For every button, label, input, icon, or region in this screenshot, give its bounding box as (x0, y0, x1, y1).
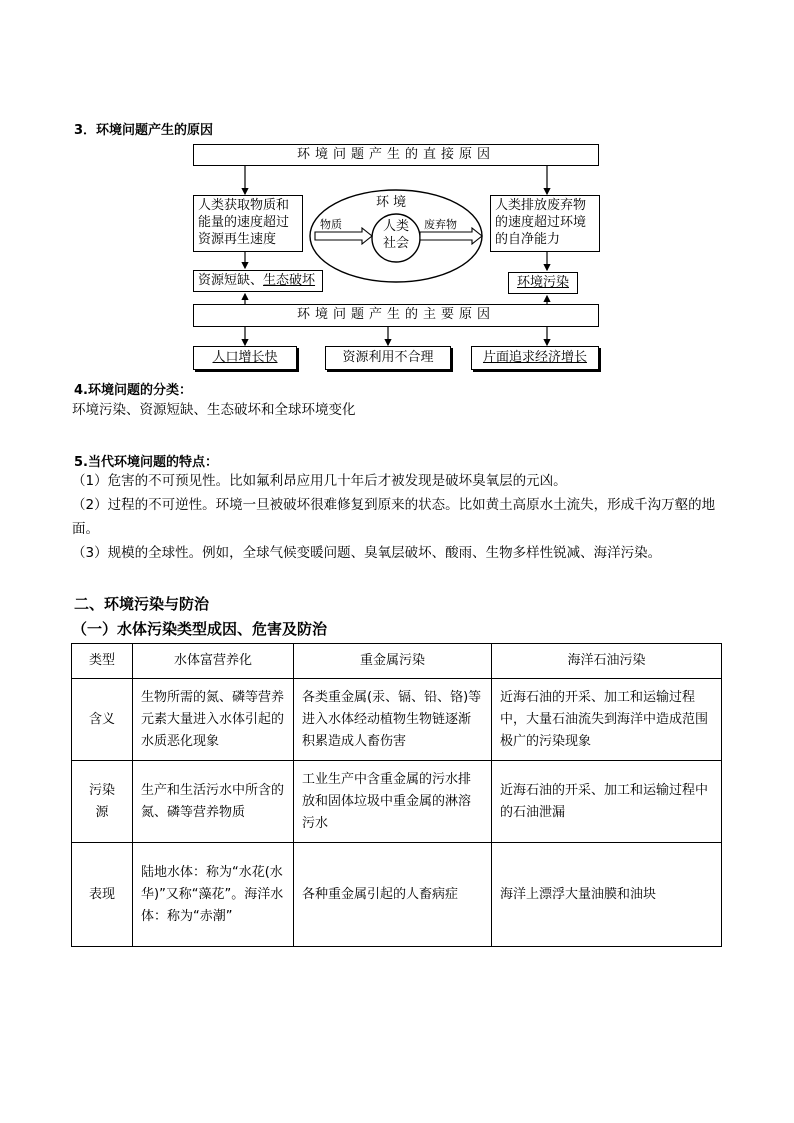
header-type: 类型 (72, 644, 133, 679)
section-3-title: 3．环境问题产生的原因 (74, 123, 214, 138)
right-cause-box: 人类排放废弃物的速度超过环境的自净能力 (490, 195, 600, 252)
header-heavy-metal: 重金属污染 (294, 644, 492, 679)
human-society-label (376, 218, 416, 252)
table-row (72, 843, 722, 947)
left-result-box (193, 270, 323, 292)
right-result-box (508, 272, 578, 294)
env-pollution-text: 环境污染 (516, 275, 569, 290)
table-cell: 生物所需的氮、磷等营养元素大量进入水体引起的水质恶化现象 (133, 679, 294, 761)
feature-item: （2）过程的不可逆性。环境一旦被破坏很难修复到原来的状态。比如黄土高原水土流失，形成千沟万壑的地面。 (72, 497, 716, 537)
table-cell: 生产和生活污水中所含的氮、磷等营养物质 (133, 761, 294, 843)
feature-item: （1）危害的不可预见性。比如氟利昂应用几十年后才被发现是破坏臭氧层的元凶。 (72, 473, 567, 489)
cause-population-box (193, 346, 297, 370)
cause-economy-box (471, 346, 599, 370)
resource-shortage-text: 资源短缺 (198, 273, 251, 288)
result-separator: 、 (250, 273, 264, 288)
table-cell: 近海石油的开采、加工和运输过程中，大量石油流失到海洋中造成范围极广的污染现象 (492, 679, 722, 761)
header-oil: 海洋石油污染 (492, 644, 722, 679)
table-cell: 各种重金属引起的人畜病症 (294, 843, 492, 947)
human-label: 人类 (382, 219, 409, 234)
row-type-cell: 污染源 (72, 761, 133, 843)
table-row (72, 761, 722, 843)
table-header-row (72, 644, 722, 679)
table-cell: 海洋上漂浮大量油膜和油块 (492, 843, 722, 947)
left-cause-box: 人类获取物质和能量的速度超过资源再生速度 (193, 195, 303, 252)
row-type-cell: 含义 (72, 679, 133, 761)
part-2-subtitle: （一）水体污染类型成因、危害及防治 (72, 620, 328, 638)
row-type-cell: 表现 (72, 843, 133, 947)
direct-cause-banner: 环境问题产生的直接原因 (193, 144, 599, 166)
ecological-damage-text: 生态破坏 (263, 273, 316, 288)
table-cell: 近海石油的开采、加工和运输过程中的石油泄漏 (492, 761, 722, 843)
cause-diagram (190, 142, 602, 372)
cause-population-text: 人口增长快 (212, 350, 278, 365)
main-cause-banner: 环境问题产生的主要原因 (193, 304, 599, 327)
matter-label: 物质 (320, 218, 342, 231)
section-5-list (72, 469, 722, 565)
table-cell: 陆地水体：称为“水花(水华)”又称“藻花”。海洋水体：称为“赤潮” (133, 843, 294, 947)
waste-label: 废弃物 (424, 218, 457, 231)
section-4-title: 4.环境问题的分类： (74, 383, 192, 398)
header-eutrophication: 水体富营养化 (133, 644, 294, 679)
water-pollution-table (71, 643, 722, 947)
cause-economy-text: 片面追求经济增长 (482, 350, 587, 365)
cause-resource-box: 资源利用不合理 (325, 346, 451, 370)
part-2-title: 二、环境污染与防治 (74, 595, 210, 613)
table-row (72, 679, 722, 761)
environment-label: 环 境 (376, 195, 407, 210)
table-cell: 工业生产中含重金属的污水排放和固体垃圾中重金属的淋溶污水 (294, 761, 492, 843)
section-5-title: 5.当代环境问题的特点： (74, 455, 218, 470)
diagram-connectors (190, 142, 602, 372)
society-label: 社会 (382, 236, 409, 251)
section-4-text: 环境污染、资源短缺、生态破坏和全球环境变化 (72, 402, 356, 418)
feature-item: （3）规模的全球性。例如，全球气候变暖问题、臭氧层破坏、酸雨、生物多样性锐减、海洋污染。 (72, 545, 662, 561)
table-cell: 各类重金属(汞、镉、铅、铬)等进入水体经动植物生物链逐渐积累造成人畜伤害 (294, 679, 492, 761)
